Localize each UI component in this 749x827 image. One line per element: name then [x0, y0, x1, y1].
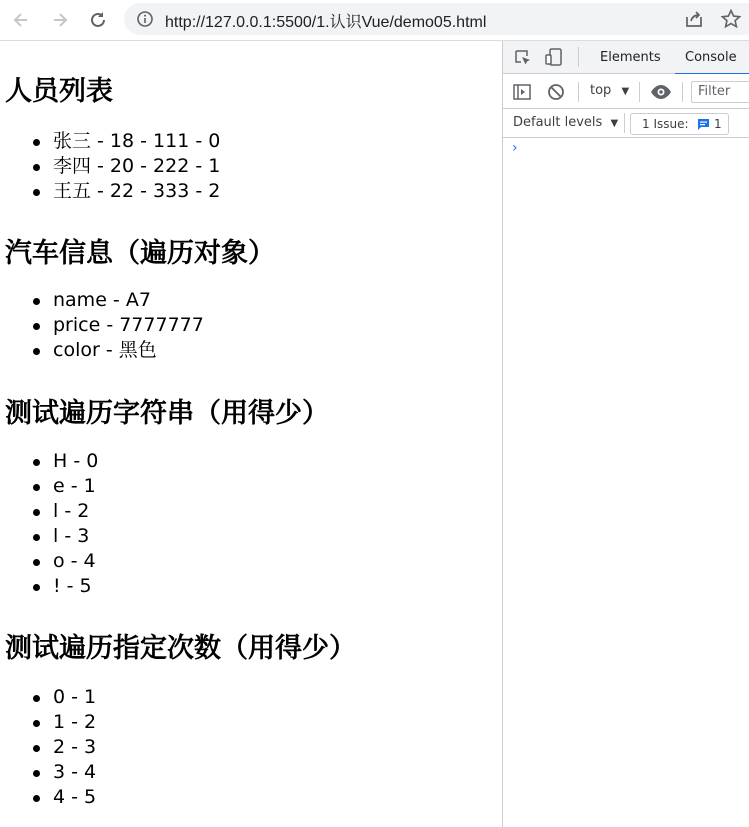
- info-icon[interactable]: [136, 10, 154, 28]
- heading-car-info: 汽车信息（遍历对象）: [5, 238, 275, 269]
- tab-elements[interactable]: Elements: [600, 50, 661, 65]
- count-list: [0, 685, 96, 810]
- list-item: name - A7: [0, 288, 204, 313]
- list-item: o - 4: [0, 549, 98, 574]
- devtools-panel: [502, 41, 749, 827]
- console-prompt[interactable]: ›: [512, 140, 518, 156]
- caret-down-icon: ▼: [610, 118, 619, 129]
- list-item: ! - 5: [0, 574, 98, 599]
- context-selector[interactable]: [590, 83, 629, 98]
- toolbar-divider: [624, 113, 625, 133]
- device-toolbar-icon[interactable]: [544, 47, 564, 67]
- list-item: 王五 - 22 - 333 - 2: [0, 179, 220, 204]
- clear-console-icon[interactable]: [546, 82, 566, 102]
- list-item: 李四 - 20 - 222 - 1: [0, 154, 220, 179]
- share-icon[interactable]: [683, 8, 705, 30]
- list-item: 3 - 4: [0, 760, 96, 785]
- issue-message-icon: [697, 118, 710, 134]
- caret-down-icon: ▼: [621, 86, 630, 97]
- list-item: H - 0: [0, 449, 98, 474]
- forward-icon[interactable]: [48, 8, 72, 32]
- bookmark-star-icon[interactable]: [720, 8, 742, 30]
- url-text: http://127.0.0.1:5500/1.认识Vue/demo05.html: [165, 14, 487, 31]
- address-bar[interactable]: [124, 3, 749, 35]
- heading-string-iteration: 测试遍历字符串（用得少）: [5, 398, 329, 429]
- toolbar-divider: [578, 82, 579, 102]
- filter-placeholder: Filter: [698, 84, 731, 99]
- page-content: [0, 41, 502, 827]
- list-item: 张三 - 18 - 111 - 0: [0, 129, 220, 154]
- console-toolbar: [503, 74, 749, 109]
- heading-people-list: 人员列表: [5, 76, 113, 107]
- eye-icon[interactable]: [650, 82, 670, 102]
- list-item: price - 7777777: [0, 313, 204, 338]
- toolbar-divider: [578, 47, 579, 67]
- devtools-tabbar: [503, 41, 749, 74]
- issues-label: 1 Issue:: [642, 117, 689, 131]
- tab-console[interactable]: Console: [685, 50, 737, 65]
- list-item: 4 - 5: [0, 785, 96, 810]
- reload-icon[interactable]: [86, 8, 110, 32]
- toolbar-divider: [682, 82, 683, 102]
- levels-label: Default levels: [513, 115, 603, 130]
- filter-input[interactable]: [691, 81, 749, 103]
- list-item: 0 - 1: [0, 685, 96, 710]
- issues-button[interactable]: [630, 113, 729, 135]
- car-info-list: [0, 288, 204, 363]
- log-levels-dropdown[interactable]: [513, 115, 618, 130]
- inspect-element-icon[interactable]: [513, 48, 533, 68]
- heading-count-iteration: 测试遍历指定次数（用得少）: [5, 633, 356, 664]
- list-item: e - 1: [0, 474, 98, 499]
- browser-toolbar: [0, 0, 749, 41]
- list-item: l - 2: [0, 499, 98, 524]
- list-item: 1 - 2: [0, 710, 96, 735]
- sidebar-toggle-icon[interactable]: [512, 82, 532, 102]
- people-list: [0, 129, 220, 204]
- back-icon[interactable]: [9, 8, 33, 32]
- console-levels-bar: [503, 109, 749, 138]
- string-chars-list: [0, 449, 98, 599]
- issues-count: 1: [714, 117, 722, 131]
- context-label: top: [590, 83, 612, 98]
- toolbar-divider: [639, 82, 640, 102]
- list-item: 2 - 3: [0, 735, 96, 760]
- list-item: color - 黑色: [0, 338, 204, 363]
- list-item: l - 3: [0, 524, 98, 549]
